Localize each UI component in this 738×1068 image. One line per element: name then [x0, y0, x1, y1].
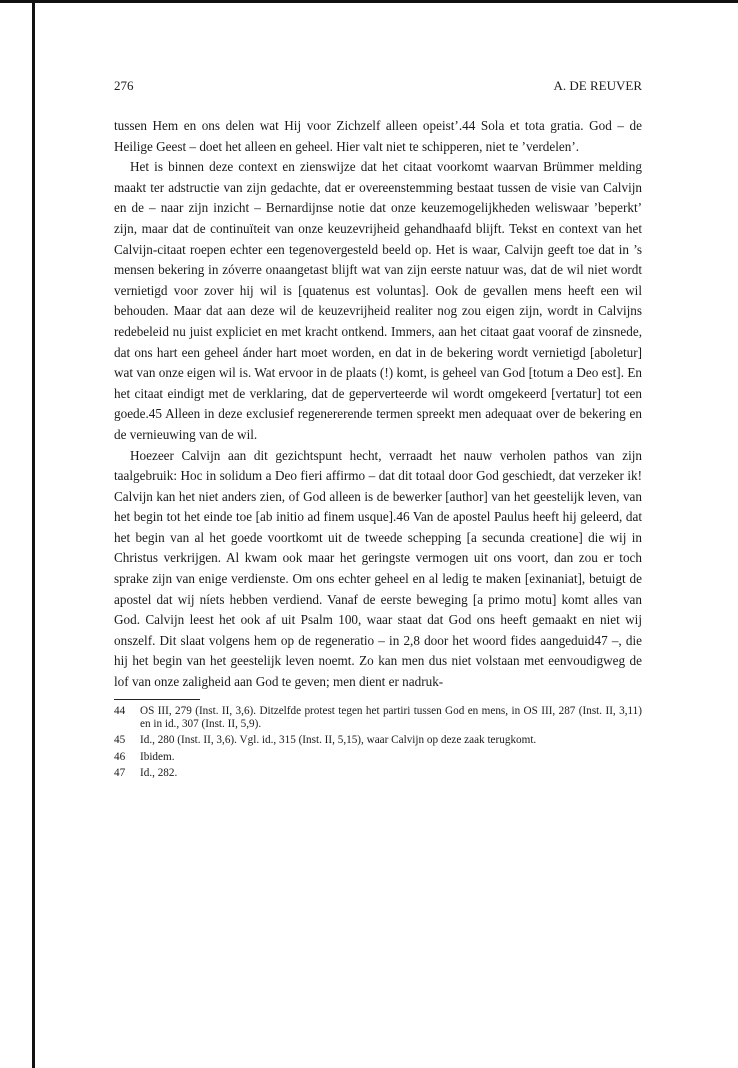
footnote — [114, 705, 642, 732]
page — [114, 78, 642, 784]
footnote-number: 46 — [114, 750, 126, 763]
footnote-text: OS III, 279 (Inst. II, 3,6). Ditzelfde protest tegen het partiri tussen God en mens, in OS III, 287 (Inst. II, 3,11) en in id., 307 (Inst. II, 5,9). — [140, 704, 642, 731]
footnote-text: Id., 280 (Inst. II, 3,6). Vgl. id., 315 (Inst. II, 5,15), waar Calvijn op deze zaak terugkomt. — [140, 734, 537, 747]
running-head — [114, 78, 642, 94]
footnote-number: 44 — [114, 704, 126, 717]
footnotes — [114, 705, 642, 781]
page-number: 276 — [114, 78, 134, 93]
scan-left-edge — [32, 0, 35, 1068]
paragraph: Hoezeer Calvijn aan dit gezichtspunt hecht, verraadt het nauw verholen pathos van zijn taalgebruik: Hoc in solidum a Deo fieri affirmo – dat dit totaal door God geschiedt, dat verzeker ik! Calvijn kan het niet anders zien, of God alleen is de bewerker [author] van het geestelijk leven, van het begin tot het einde toe [ab initio ad finem usque].46 Van de apostel Paulus heeft hij geleerd, dat het begin van al het goede voortkomt uit de tweede schepping [a secunda creatione] die wij in Christus verkrijgen. Al kwam ook maar het geringste vermogen uit ons voort, dan zou er toch sprake zijn van enige verdienste. Om ons echter geheel en al ledig te maken [exinaniat], betuigt de apostel dat wij níets hebben verdiend. Vanaf de eerste beweging [a primo motu] komt alles van God. Calvijn leest het ook af uit Psalm 100, waar staat dat God ons heeft gemaakt en niet wij onszelf. Dit slaat volgens hem op de regeneratio – in 2,8 door het woord fides aangeduid47 –, die hij het begin van het geestelijk leven noemt. Zo kan men dus niet volstaan met eenvoudigweg de lof van onze zaligheid aan God te geven; men dient er nadruk- — [114, 447, 642, 690]
footnote — [114, 751, 642, 764]
paragraph: Het is binnen deze context en zienswijze dat het citaat voorkomt waarvan Brümmer melding maakt ter adstructie van zijn gedachte, dat er overeenstemming bestaat tussen de visie van Calvijn en de – naar zijn inzicht – Bernardijnse notie dat onze keuzemogelijkheden weliswaar ’beperkt’ zijn, maar dat de continuïteit van onze keuzevrijheid gehandhaafd blijft. Tekst en context van het Calvijn-citaat roepen echter een tegenovergesteld beeld op. Het is waar, Calvijn geeft toe dat in ’s mensen bekering in zóverre onaangetast blijft wat van zijn eerste natuur was, dat de wil niet wordt vernietigd voor zover hij wil is [quatenus est voluntas]. Ook de gevallen mens heeft een wil behouden. Maar dat aan deze wil de keuzevrijheid realiter nog zou eigen zijn, wordt in Calvijns redebeleid nu juist expliciet en met kracht ontkend. Immers, aan het citaat gaat vooraf de zinsnede, dat ons hart een geheel ánder hart moet worden, en dat in de bekering wordt vernietigd [aboletur] wat van onze eigen wil is. Wat ervoor in de plaats (!) komt, is geheel van God [totum a Deo est]. En het citaat eindigt met de verklaring, dat de geperverteerde wil wordt omgekeerd [vertatur] tot een goede.45 Alleen in deze exclusief regenererende termen spreekt men adequaat over de bekering en de vernieuwing van de wil. — [114, 159, 642, 442]
footnote-text: Ibidem. — [140, 750, 175, 763]
footnote-text: Id., 282. — [140, 767, 178, 780]
footnote — [114, 767, 642, 780]
running-title: A. DE REUVER — [553, 78, 642, 93]
footnote — [114, 734, 642, 747]
footnote-number: 45 — [114, 734, 126, 747]
footnote-number: 47 — [114, 767, 126, 780]
body-text — [114, 116, 642, 693]
paragraph: tussen Hem en ons delen wat Hij voor Zichzelf alleen opeist’.44 Sola et tota gratia. God – de Heilige Geest – doet het alleen en geheel. Hier valt niet te schipperen, niet te ’verdelen’. — [114, 118, 642, 154]
scan-top-edge — [0, 0, 738, 3]
footnote-rule — [114, 699, 200, 700]
